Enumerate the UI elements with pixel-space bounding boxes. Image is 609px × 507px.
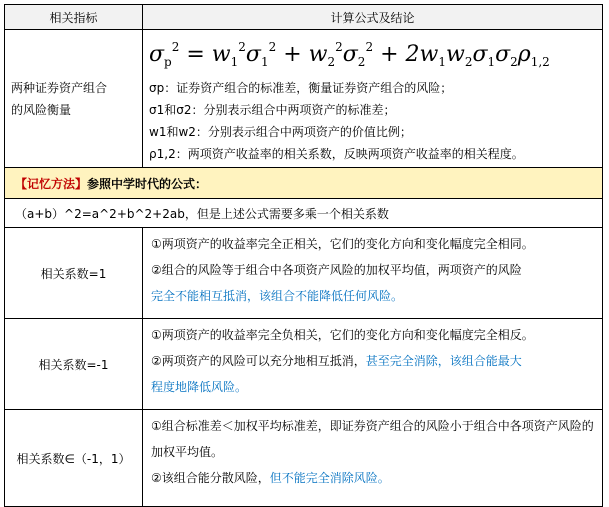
risk-measure-label-line2: 的风险衡量 <box>11 102 72 117</box>
portfolio-variance-formula: $\sigma_p^2 = w_1^2\sigma_1^2 + w_2^2\sigma_2^2 + 2w_1w_2\sigma_1\sigma_2\rho_{1,2}$ <box>149 40 550 69</box>
risk-measure-label-line1: 两种证券资产组合 <box>11 80 108 95</box>
definition-correlation: ρ1,2：两项资产收益率的相关系数，反映两项资产收益率的相关程度。 <box>149 147 524 161</box>
definition-sigma-1-2: σ1和σ2：分别表示组合中两项资产的标准差； <box>149 103 396 117</box>
formula-note-cell: （a+b）^2=a^2+b^2+2ab，但是上述公式需要多乘一个相关系数 <box>5 199 603 228</box>
correlation-minus-one-label: 相关系数=-1 <box>5 319 143 410</box>
correlation-minus-one-line1: ①两项资产的收益率完全负相关，它们的变化方向和变化幅度完全相反。 <box>151 328 534 342</box>
risk-measure-content <box>143 30 603 168</box>
correlation-plus-one-label: 相关系数=1 <box>5 228 143 319</box>
correlation-minus-one-line2: ②两项资产的风险可以充分地相互抵消，甚至完全消除，该组合能最大 <box>151 354 522 368</box>
memory-method-text: 参照中学时代的公式： <box>87 176 208 191</box>
formula-note-row <box>5 199 603 228</box>
correlation-between-line1: ①组合标准差＜加权平均标准差，即证券资产组合的风险小于组合中各项资产风险的加权平均值。 <box>151 419 594 459</box>
correlation-minus-one-row <box>5 319 603 410</box>
memory-method-heading <box>15 177 207 191</box>
table-header-row <box>5 5 603 30</box>
memory-method-row <box>5 168 603 199</box>
correlation-minus-one-line3: 程度地降低风险。 <box>151 380 248 394</box>
correlation-between-label: 相关系数∈（-1，1） <box>5 410 143 507</box>
correlation-plus-one-content <box>143 228 603 319</box>
correlation-between-line2: ②该组合能分散风险，但不能完全消除风险。 <box>151 471 390 485</box>
header-col-formula: 计算公式及结论 <box>143 5 603 30</box>
correlation-plus-one-line2: ②组合的风险等于组合中各项资产风险的加权平均值，两项资产的风险 <box>151 263 522 277</box>
correlation-minus-one-content <box>143 319 603 410</box>
risk-measure-label <box>5 30 143 168</box>
formula-table <box>4 4 603 507</box>
header-col-indicator: 相关指标 <box>5 5 143 30</box>
memory-method-cell <box>5 168 603 199</box>
memory-method-bracket: 【记忆方法】 <box>15 176 88 191</box>
correlation-plus-one-line3: 完全不能相互抵消，该组合不能降低任何风险。 <box>151 289 404 303</box>
correlation-plus-one-line1: ①两项资产的收益率完全正相关，它们的变化方向和变化幅度完全相同。 <box>151 237 534 251</box>
definition-weights: w1和w2：分别表示组合中两项资产的价值比例； <box>149 125 412 139</box>
risk-measure-row <box>5 30 603 168</box>
definition-sigma-p: σp：证券资产组合的标准差，衡量证券资产组合的风险； <box>149 81 453 95</box>
correlation-between-content <box>143 410 603 507</box>
correlation-between-row <box>5 410 603 507</box>
correlation-plus-one-row <box>5 228 603 319</box>
